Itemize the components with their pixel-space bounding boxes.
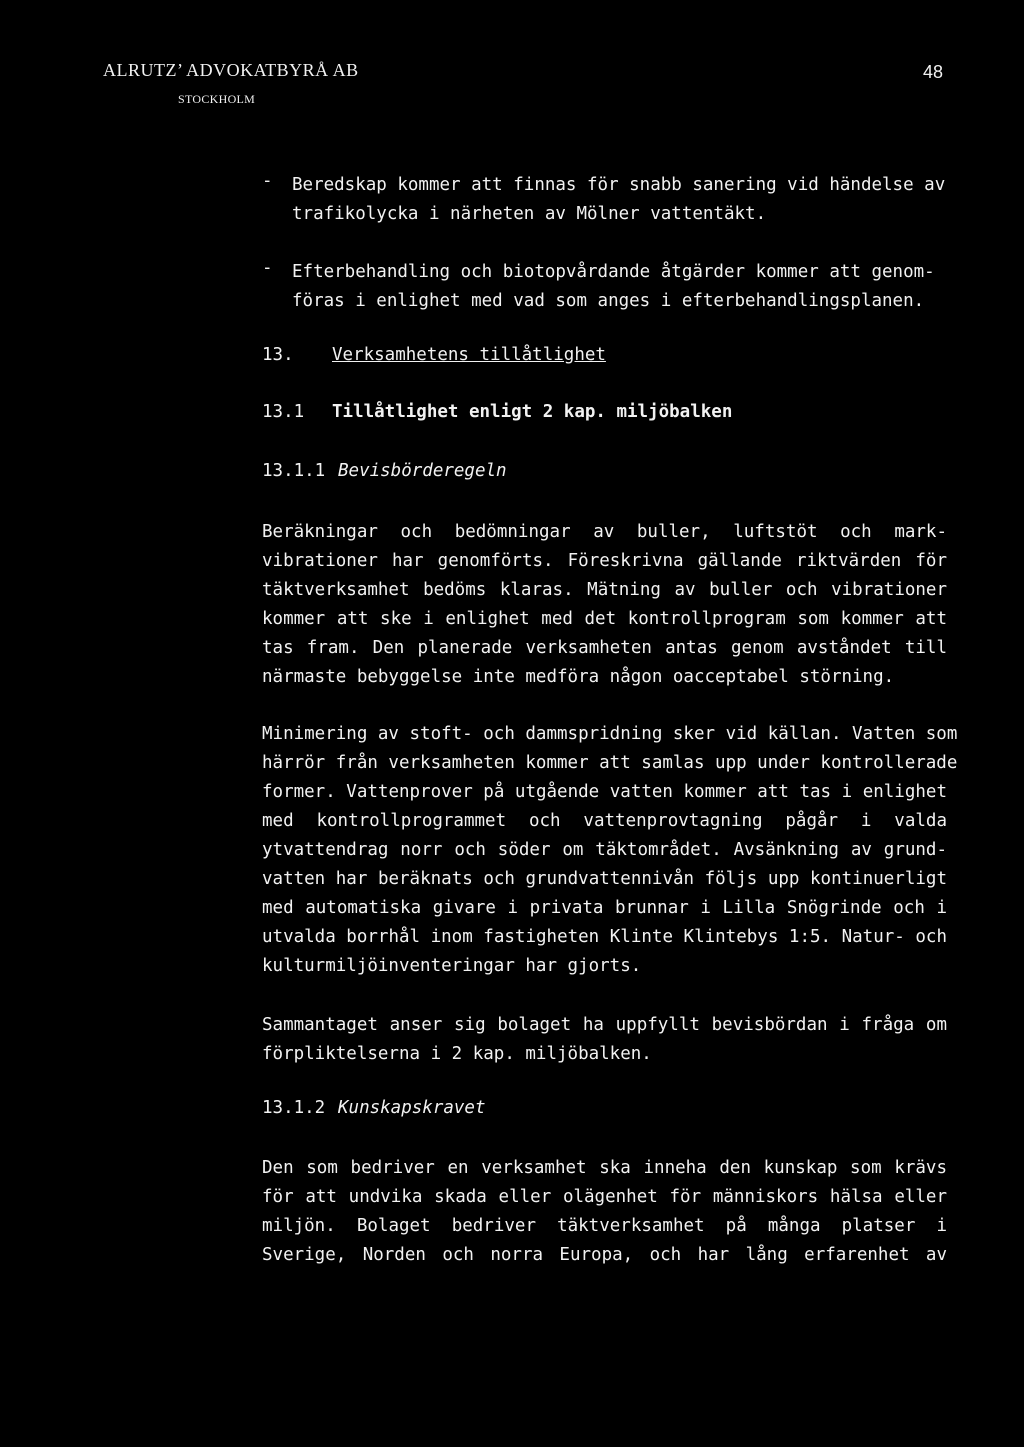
text-line: trafikolycka i närheten av Mölner vattentäkt. xyxy=(292,204,767,224)
body-paragraph xyxy=(262,1011,947,1069)
subsubsection-title: Kunskapskravet xyxy=(338,1098,486,1118)
text-line: föras i enlighet med vad som anges i efterbehandlingsplanen. xyxy=(292,291,925,311)
subsection-title: Tillåtlighet enligt 2 kap. miljöbalken xyxy=(332,402,733,422)
subsubsection-title: Bevisbörderegeln xyxy=(338,461,507,481)
body-paragraph xyxy=(262,720,958,981)
page-number: 48 xyxy=(923,62,944,82)
firm-name: ALRUTZ’ ADVOKATBYRÅ AB xyxy=(103,60,359,80)
firm-city: STOCKHOLM xyxy=(178,92,256,106)
text-line: förpliktelserna i 2 kap. miljöbalken. xyxy=(262,1044,652,1064)
bullet-text xyxy=(292,258,962,316)
text-line: Minimering av stoft- och dammspridning sker vid källan. Vatten som xyxy=(262,724,958,744)
subsubsection-number: 13.1.2 xyxy=(262,1098,326,1118)
text-line: för att undvika skada eller olägenhet för människors hälsa eller xyxy=(262,1187,947,1207)
text-line: vatten har beräknats och grundvattennivån följs upp kontinuerligt xyxy=(262,869,947,889)
text-line: med automatiska givare i privata brunnar i Lilla Snögrinde och i xyxy=(262,898,947,918)
text-line: täktverksamhet bedöms klaras. Mätning av buller och vibrationer xyxy=(262,580,947,600)
text-line: Sammantaget anser sig bolaget ha uppfyllt bevisbördan i fråga om xyxy=(262,1015,947,1035)
text-line: kommer att ske i enlighet med det kontrollprogram som kommer att xyxy=(262,609,947,629)
text-line: utvalda borrhål inom fastigheten Klinte Klintebys 1:5. Natur- och xyxy=(262,927,947,947)
text-line: Beredskap kommer att finnas för snabb sanering vid händelse av xyxy=(292,175,946,195)
text-line: härrör från verksamheten kommer att samlas upp under kontrollerade xyxy=(262,753,958,773)
subsubsection-number: 13.1.1 xyxy=(262,461,326,481)
section-number: 13. xyxy=(262,345,294,365)
text-line: Efterbehandling och biotopvårdande åtgärder kommer att genom- xyxy=(292,262,935,282)
text-line: med kontrollprogrammet och vattenprovtagning pågår i valda xyxy=(262,811,947,831)
text-line: tas fram. Den planerade verksamheten antas genom avståndet till xyxy=(262,638,947,658)
text-line: kulturmiljöinventeringar har gjorts. xyxy=(262,956,642,976)
text-line: Beräkningar och bedömningar av buller, luftstöt och mark- xyxy=(262,522,947,542)
text-line: Sverige, Norden och norra Europa, och har lång erfarenhet av xyxy=(262,1245,947,1265)
text-line: vibrationer har genomförts. Föreskrivna gällande riktvärden för xyxy=(262,551,947,571)
subsection-number: 13.1 xyxy=(262,402,305,422)
bullet-dash: - xyxy=(262,258,273,278)
bullet-text xyxy=(292,171,962,229)
text-line: ytvattendrag norr och söder om täktområdet. Avsänkning av grund- xyxy=(262,840,947,860)
text-line: miljön. Bolaget bedriver täktverksamhet på många platser i xyxy=(262,1216,947,1236)
text-line: Den som bedriver en verksamhet ska inneha den kunskap som krävs xyxy=(262,1158,947,1178)
section-title: Verksamhetens tillåtlighet xyxy=(332,345,606,365)
bullet-dash: - xyxy=(262,171,273,191)
body-paragraph xyxy=(262,1154,947,1270)
text-line: former. Vattenprover på utgående vatten kommer att tas i enlighet xyxy=(262,782,947,802)
body-paragraph xyxy=(262,518,947,692)
text-line: närmaste bebyggelse inte medföra någon oacceptabel störning. xyxy=(262,667,895,687)
